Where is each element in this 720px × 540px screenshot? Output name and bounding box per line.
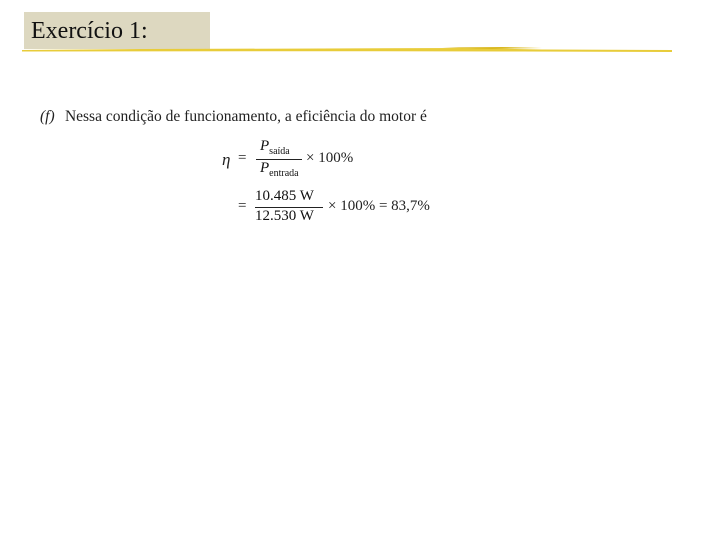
slide-title — [24, 12, 210, 49]
fraction-numerator — [260, 138, 290, 157]
item-f — [40, 108, 427, 126]
title-underline — [22, 47, 672, 53]
efficiency-result: × 100% = 83,7% — [328, 198, 430, 214]
value-denominator: 12.530 W — [255, 208, 314, 224]
item-text: Nessa condição de funcionamento, a eficiência do motor é — [64, 108, 427, 125]
times-100-percent-1: × 100% — [306, 150, 354, 166]
p-out-symbol: P — [260, 138, 270, 154]
eta-symbol: η — [222, 150, 231, 169]
p-in-symbol: P — [260, 160, 270, 176]
item-letter: (f) — [40, 108, 55, 125]
equals-sign-1: = — [238, 150, 247, 166]
p-in-subscript: entrada — [269, 168, 299, 179]
value-numerator: 10.485 W — [255, 188, 314, 204]
fraction-denominator — [260, 160, 299, 179]
p-out-subscript: saída — [269, 146, 290, 157]
slide-title-text: Exercício 1: — [31, 18, 148, 44]
equals-sign-2: = — [238, 198, 247, 214]
